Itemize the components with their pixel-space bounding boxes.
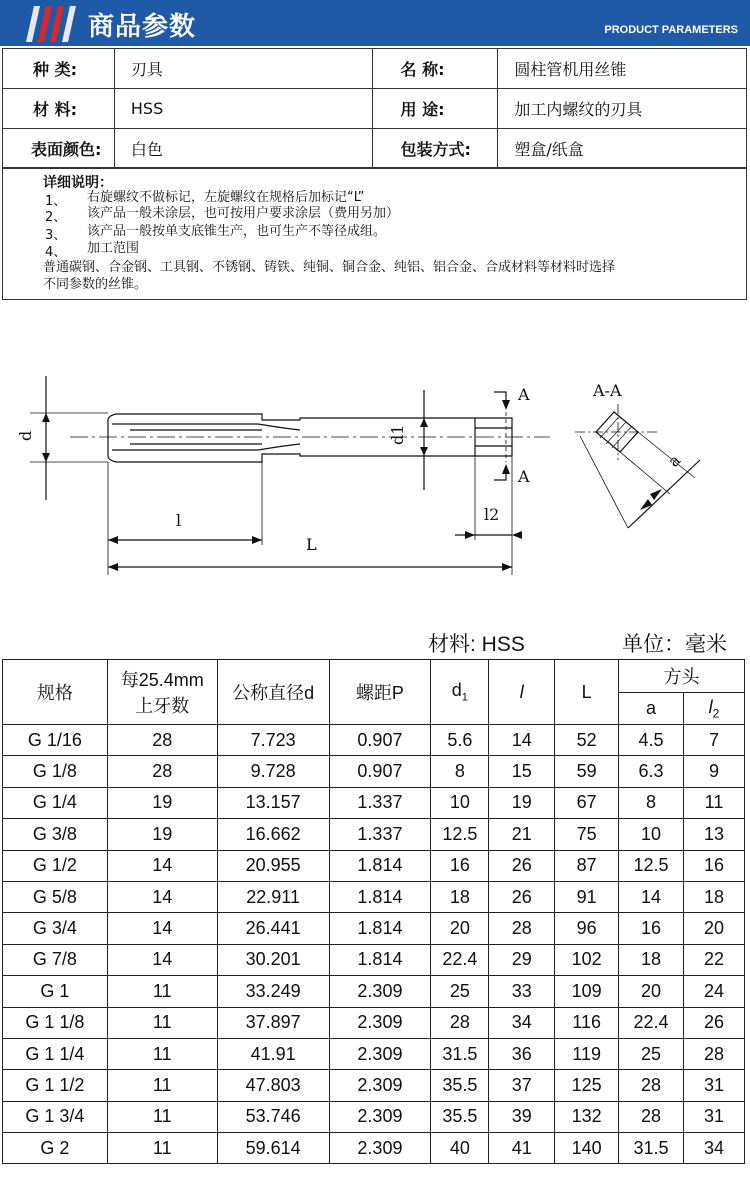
cell-l: 28 xyxy=(489,913,555,944)
table-row xyxy=(3,1070,745,1101)
details-box xyxy=(2,167,747,300)
cell-a: 16 xyxy=(619,913,684,944)
param-value: 刃具 xyxy=(114,49,372,89)
cell-diameter: 59.614 xyxy=(217,1133,329,1164)
params-table xyxy=(2,48,747,169)
unit-note: 单位：毫米 xyxy=(622,633,727,656)
cell-a: 31.5 xyxy=(619,1133,684,1164)
table-row xyxy=(3,850,745,881)
dim-label-l: l xyxy=(176,511,182,530)
cell-diameter: 22.911 xyxy=(217,881,329,912)
col-header-diameter: 公称直径d xyxy=(217,660,329,725)
cell-a: 28 xyxy=(619,1070,684,1101)
cell-l2: 34 xyxy=(684,1133,745,1164)
cell-diameter: 30.201 xyxy=(217,944,329,975)
cell-a: 20 xyxy=(619,976,684,1007)
cell-diameter: 41.91 xyxy=(217,1038,329,1069)
detail-text: 该产品一般按单支底锥生产，也可生产不等径成组。 xyxy=(87,224,387,239)
cell-L: 119 xyxy=(555,1038,619,1069)
cell-a: 8 xyxy=(619,787,684,818)
section-cut-label: A xyxy=(518,385,530,404)
dim-label-l2: l2 xyxy=(484,505,500,524)
cell-l2: 20 xyxy=(684,913,745,944)
cell-a: 22.4 xyxy=(619,1007,684,1038)
cell-spec: G 1 xyxy=(3,976,108,1007)
cell-diameter: 26.441 xyxy=(217,913,329,944)
col-header-d1-sub: 1 xyxy=(461,691,468,704)
cell-L: 109 xyxy=(555,976,619,1007)
cell-tpi: 14 xyxy=(107,850,217,881)
cell-L: 96 xyxy=(555,913,619,944)
cell-l2: 13 xyxy=(684,819,745,850)
cell-d1: 10 xyxy=(431,787,489,818)
section-subtitle: PRODUCT PARAMETERS xyxy=(604,24,738,36)
detail-text: 加工范围 xyxy=(87,241,140,256)
cell-L: 75 xyxy=(555,819,619,850)
cell-a: 10 xyxy=(619,819,684,850)
cell-pitch: 2.309 xyxy=(329,1038,431,1069)
param-value: 塑盒/纸盒 xyxy=(498,129,747,169)
col-header-square: 方头 xyxy=(619,660,745,693)
cell-l: 15 xyxy=(489,756,555,787)
cell-l2: 16 xyxy=(684,850,745,881)
cell-pitch: 1.814 xyxy=(329,850,431,881)
detail-range-line: 不同参数的丝锥。 xyxy=(43,277,148,292)
cell-diameter: 13.157 xyxy=(217,787,329,818)
cell-tpi: 11 xyxy=(107,1007,217,1038)
table-row xyxy=(3,913,745,944)
cell-d1: 12.5 xyxy=(431,819,489,850)
cell-tpi: 11 xyxy=(107,1133,217,1164)
brand-logo-icon xyxy=(18,4,78,42)
cell-l: 14 xyxy=(489,725,555,756)
cell-a: 6.3 xyxy=(619,756,684,787)
section-view-label: A-A xyxy=(593,381,622,400)
col-header-d1 xyxy=(431,660,489,725)
table-row xyxy=(3,976,745,1007)
cell-diameter: 16.662 xyxy=(217,819,329,850)
col-header-tpi-line1: 每25.4mm xyxy=(120,670,204,690)
tap-drawing xyxy=(0,360,750,590)
cell-a: 28 xyxy=(619,1101,684,1132)
cell-diameter: 53.746 xyxy=(217,1101,329,1132)
cell-l2: 9 xyxy=(684,756,745,787)
param-value: 圆柱管机用丝锥 xyxy=(498,49,747,89)
cell-spec: G 1 1/2 xyxy=(3,1070,108,1101)
cell-diameter: 37.897 xyxy=(217,1007,329,1038)
cell-tpi: 19 xyxy=(107,819,217,850)
table-row xyxy=(3,756,745,787)
table-header-row xyxy=(3,660,745,693)
param-label: 种 类: xyxy=(3,49,115,89)
detail-range-line: 普通碳钢、合金钢、工具钢、不锈钢、铸铁、纯铜、铜合金、纯铝、铝合金、合成材料等材料时选择 xyxy=(43,260,616,275)
cell-spec: G 3/4 xyxy=(3,913,108,944)
cell-pitch: 2.309 xyxy=(329,976,431,1007)
cell-spec: G 1/4 xyxy=(3,787,108,818)
cell-a: 14 xyxy=(619,881,684,912)
detail-text: 该产品一般未涂层，也可按用户要求涂层（费用另加） xyxy=(87,206,400,221)
cell-pitch: 2.309 xyxy=(329,1133,431,1164)
cell-l: 29 xyxy=(489,944,555,975)
table-row xyxy=(3,725,745,756)
cell-pitch: 2.309 xyxy=(329,1101,431,1132)
cell-d1: 5.6 xyxy=(431,725,489,756)
param-label: 用 途: xyxy=(372,89,498,129)
table-row xyxy=(3,819,745,850)
cell-d1: 25 xyxy=(431,976,489,1007)
cell-l: 41 xyxy=(489,1133,555,1164)
col-header-l2 xyxy=(684,693,745,725)
table-row xyxy=(3,944,745,975)
cell-l2: 11 xyxy=(684,787,745,818)
cell-d1: 16 xyxy=(431,850,489,881)
cell-spec: G 1/8 xyxy=(3,756,108,787)
cell-d1: 22.4 xyxy=(431,944,489,975)
col-header-pitch: 螺距P xyxy=(329,660,431,725)
cell-l2: 28 xyxy=(684,1038,745,1069)
cell-l: 33 xyxy=(489,976,555,1007)
material-note: 材料: HSS xyxy=(428,633,525,656)
cell-spec: G 1 1/4 xyxy=(3,1038,108,1069)
cell-d1: 31.5 xyxy=(431,1038,489,1069)
cell-tpi: 11 xyxy=(107,976,217,1007)
cell-spec: G 1/2 xyxy=(3,850,108,881)
cell-d1: 35.5 xyxy=(431,1101,489,1132)
col-header-d1-text: d xyxy=(451,680,462,701)
cell-L: 132 xyxy=(555,1101,619,1132)
cell-l: 21 xyxy=(489,819,555,850)
cell-L: 91 xyxy=(555,881,619,912)
detail-number: 4、 xyxy=(45,245,67,260)
col-header-l2-text: l xyxy=(708,696,713,717)
param-label: 包装方式: xyxy=(372,129,498,169)
cell-l: 34 xyxy=(489,1007,555,1038)
cell-l2: 31 xyxy=(684,1070,745,1101)
cell-tpi: 14 xyxy=(107,913,217,944)
table-row xyxy=(3,1101,745,1132)
cell-a: 4.5 xyxy=(619,725,684,756)
cell-l2: 31 xyxy=(684,1101,745,1132)
params-row xyxy=(3,129,747,169)
cell-L: 116 xyxy=(555,1007,619,1038)
spec-table-body xyxy=(3,725,745,1164)
cell-L: 125 xyxy=(555,1070,619,1101)
detail-number: 1、 xyxy=(45,194,67,209)
cell-d1: 8 xyxy=(431,756,489,787)
cell-l: 26 xyxy=(489,850,555,881)
cell-pitch: 2.309 xyxy=(329,1007,431,1038)
col-header-spec: 规格 xyxy=(3,660,108,725)
dim-label-a: a xyxy=(663,450,685,471)
cell-L: 59 xyxy=(555,756,619,787)
param-value: 加工内螺纹的刃具 xyxy=(498,89,747,129)
cell-spec: G 1 1/8 xyxy=(3,1007,108,1038)
detail-number: 2、 xyxy=(45,210,67,225)
section-cut-label: A xyxy=(518,467,530,486)
detail-text: 右旋螺纹不做标记，左旋螺纹在规格后加标记“L” xyxy=(87,190,365,205)
cell-L: 140 xyxy=(555,1133,619,1164)
col-header-l: l xyxy=(489,660,555,725)
spec-table xyxy=(2,659,745,1164)
cell-diameter: 9.728 xyxy=(217,756,329,787)
detail-number: 3、 xyxy=(45,228,67,243)
table-row xyxy=(3,787,745,818)
col-header-a: a xyxy=(619,693,684,725)
cell-pitch: 0.907 xyxy=(329,725,431,756)
param-label: 材 料: xyxy=(3,89,115,129)
header-banner xyxy=(0,0,750,46)
param-label: 名 称: xyxy=(372,49,498,89)
col-header-tpi xyxy=(107,660,217,725)
cell-spec: G 5/8 xyxy=(3,881,108,912)
cell-diameter: 7.723 xyxy=(217,725,329,756)
cell-diameter: 20.955 xyxy=(217,850,329,881)
cell-l: 26 xyxy=(489,881,555,912)
cell-spec: G 1 3/4 xyxy=(3,1101,108,1132)
dim-label-d: d xyxy=(16,430,35,441)
cell-d1: 28 xyxy=(431,1007,489,1038)
cell-l: 39 xyxy=(489,1101,555,1132)
table-row xyxy=(3,1038,745,1069)
dim-label-L: L xyxy=(306,535,317,554)
cell-l: 36 xyxy=(489,1038,555,1069)
cell-d1: 40 xyxy=(431,1133,489,1164)
params-row xyxy=(3,89,747,129)
cell-diameter: 33.249 xyxy=(217,976,329,1007)
cell-tpi: 14 xyxy=(107,944,217,975)
table-row xyxy=(3,881,745,912)
cell-L: 67 xyxy=(555,787,619,818)
cell-d1: 35.5 xyxy=(431,1070,489,1101)
cell-pitch: 1.337 xyxy=(329,787,431,818)
col-header-l2-sub: 2 xyxy=(712,706,720,721)
cell-L: 102 xyxy=(555,944,619,975)
cell-l2: 22 xyxy=(684,944,745,975)
param-label: 表面颜色: xyxy=(3,129,115,169)
param-value: HSS xyxy=(114,89,372,129)
table-row xyxy=(3,1133,745,1164)
col-header-L: L xyxy=(555,660,619,725)
cell-tpi: 14 xyxy=(107,881,217,912)
cell-tpi: 19 xyxy=(107,787,217,818)
cell-pitch: 2.309 xyxy=(329,1070,431,1101)
cell-l: 19 xyxy=(489,787,555,818)
cell-spec: G 1/16 xyxy=(3,725,108,756)
cell-L: 87 xyxy=(555,850,619,881)
dim-label-d1: d1 xyxy=(388,424,407,445)
cell-spec: G 7/8 xyxy=(3,944,108,975)
cell-l2: 24 xyxy=(684,976,745,1007)
cell-a: 25 xyxy=(619,1038,684,1069)
cell-pitch: 1.814 xyxy=(329,944,431,975)
cell-tpi: 11 xyxy=(107,1038,217,1069)
cell-l2: 26 xyxy=(684,1007,745,1038)
cell-d1: 20 xyxy=(431,913,489,944)
details-title: 详细说明： xyxy=(43,175,113,191)
cell-pitch: 1.814 xyxy=(329,913,431,944)
param-value: 白色 xyxy=(114,129,372,169)
cell-l2: 7 xyxy=(684,725,745,756)
cell-tpi: 28 xyxy=(107,756,217,787)
cell-pitch: 0.907 xyxy=(329,756,431,787)
cell-a: 12.5 xyxy=(619,850,684,881)
params-row xyxy=(3,49,747,89)
cell-l2: 18 xyxy=(684,881,745,912)
cell-L: 52 xyxy=(555,725,619,756)
cell-spec: G 3/8 xyxy=(3,819,108,850)
cell-a: 18 xyxy=(619,944,684,975)
cell-pitch: 1.337 xyxy=(329,819,431,850)
cell-diameter: 47.803 xyxy=(217,1070,329,1101)
cell-tpi: 11 xyxy=(107,1101,217,1132)
cell-d1: 18 xyxy=(431,881,489,912)
col-header-tpi-line2: 上牙数 xyxy=(135,696,190,716)
table-row xyxy=(3,1007,745,1038)
cell-tpi: 11 xyxy=(107,1070,217,1101)
section-title: 商品参数 xyxy=(88,12,197,42)
cell-pitch: 1.814 xyxy=(329,881,431,912)
cell-l: 37 xyxy=(489,1070,555,1101)
cell-tpi: 28 xyxy=(107,725,217,756)
cell-spec: G 2 xyxy=(3,1133,108,1164)
